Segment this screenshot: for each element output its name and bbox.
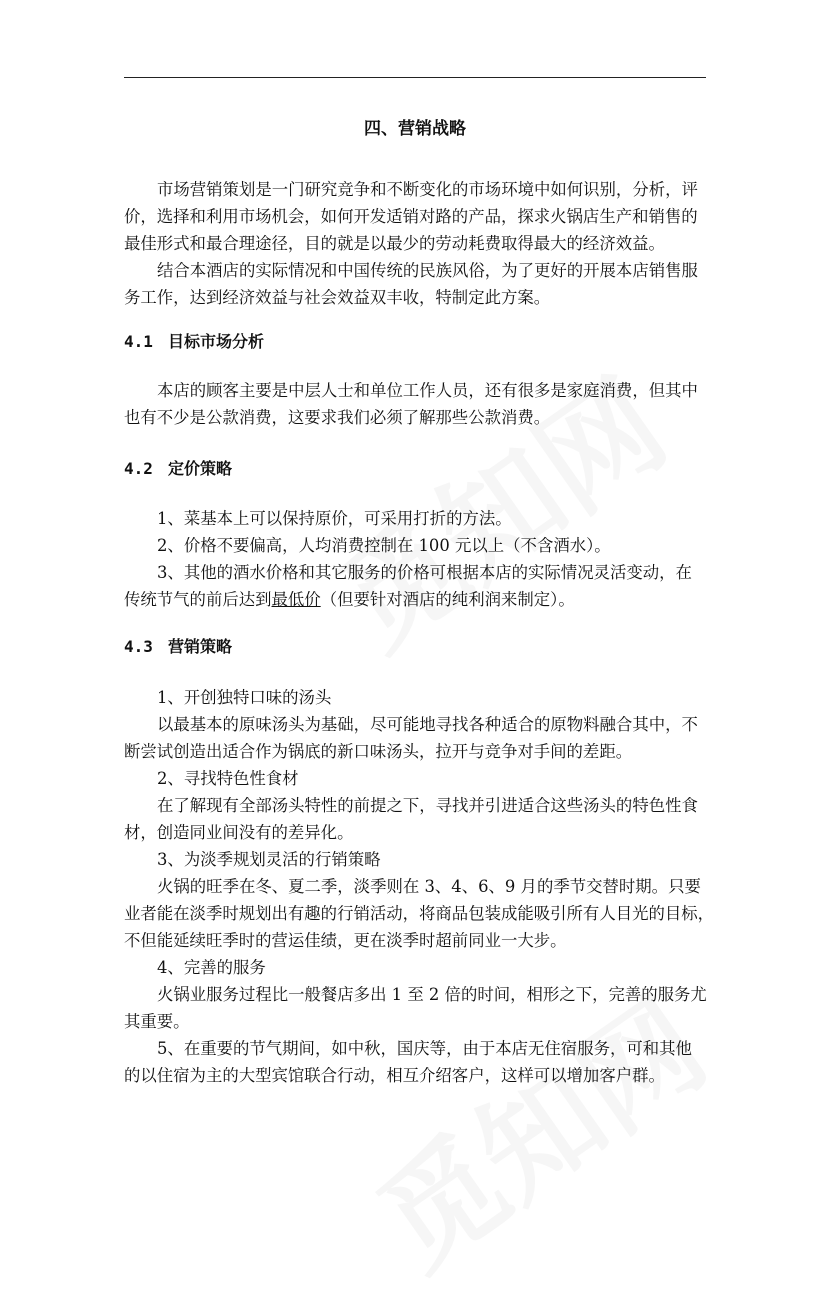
paragraph-line: 务工作，达到经济效益与社会效益双丰收，特制定此方案。 <box>124 288 551 307</box>
section-title: 目标市场分析 <box>168 332 265 351</box>
section-number: 4.1 <box>124 332 153 351</box>
section-heading-4-3 <box>124 636 232 658</box>
underlined-term: 最低价 <box>271 590 321 609</box>
list-item: 3、其他的酒水价格和其它服务的价格可根据本店的实际情况灵活变动，在 <box>157 563 692 582</box>
paragraph-line: 火锅业服务过程比一般餐店多出 1 至 2 倍的时间，相形之下，完善的服务尤 <box>157 985 707 1004</box>
paragraph-line: 材，创造同业间没有的差异化。 <box>124 823 354 842</box>
paragraph-line: 也有不少是公款消费，这要求我们必须了解那些公款消费。 <box>124 408 551 427</box>
list-item: 3、为淡季规划灵活的行销策略 <box>157 850 381 869</box>
paragraph-line: 其重要。 <box>124 1012 190 1031</box>
header-rule <box>124 77 706 78</box>
paragraph-line: 结合本酒店的实际情况和中国传统的民族风俗，为了更好的开展本店销售服 <box>157 261 698 280</box>
text-run: 传统节气的前后达到 <box>124 590 272 609</box>
list-item: 1、开创独特口味的汤头 <box>157 688 332 707</box>
paragraph-line <box>124 589 575 611</box>
list-item: 2、寻找特色性食材 <box>157 769 299 788</box>
paragraph-line: 本店的顾客主要是中层人士和单位工作人员，还有很多是家庭消费，但其中 <box>157 381 698 400</box>
paragraph-line: 价，选择和利用市场机会，如何开发适销对路的产品，探求火锅店生产和销售的 <box>124 207 698 226</box>
paragraph-line: 火锅的旺季在冬、夏二季，淡季则在 3、4、6、9 月的季节交替时期。只要 <box>157 877 701 896</box>
section-number: 4.3 <box>124 637 153 656</box>
paragraph-line: 最佳形式和最合理途径，目的就是以最少的劳动耗费取得最大的经济效益。 <box>124 234 665 253</box>
list-item: 5、在重要的节气期间，如中秋，国庆等，由于本店无住宿服务，可和其他 <box>157 1039 692 1058</box>
section-title: 营销策略 <box>168 637 233 656</box>
paragraph-line: 不但能延续旺季时的营运佳绩，更在淡季时超前同业一大步。 <box>124 931 567 950</box>
paragraph-line: 市场营销策划是一门研究竞争和不断变化的市场环境中如何识别，分析，评 <box>157 180 698 199</box>
paragraph-line: 断尝试创造出适合作为锅底的新口味汤头，拉开与竞争对手间的差距。 <box>124 742 633 761</box>
section-title: 定价策略 <box>168 459 233 478</box>
list-item: 4、完善的服务 <box>157 958 266 977</box>
paragraph-line: 业者能在淡季时规划出有趣的行销活动，将商品包装成能吸引所有人目光的目标， <box>124 904 715 923</box>
paragraph-line: 以最基本的原味汤头为基础，尽可能地寻找各种适合的原物料融合其中，不 <box>157 715 698 734</box>
page-title: 四、营销战略 <box>364 119 466 139</box>
section-heading-4-2 <box>124 458 232 480</box>
text-run: （但要针对酒店的纯利润来制定）。 <box>320 590 575 609</box>
list-item: 1、菜基本上可以保持原价，可采用打折的方法。 <box>157 509 512 528</box>
paragraph-line: 在了解现有全部汤头特性的前提之下，寻找并引进适合这些汤头的特色性食 <box>157 796 698 815</box>
paragraph-line: 的以住宿为主的大型宾馆联合行动，相互介绍客户，这样可以增加客户群。 <box>124 1066 665 1085</box>
section-number: 4.2 <box>124 459 153 478</box>
section-heading-4-1 <box>124 331 264 353</box>
list-item: 2、价格不要偏高，人均消费控制在 100 元以上（不含酒水）。 <box>157 536 611 555</box>
